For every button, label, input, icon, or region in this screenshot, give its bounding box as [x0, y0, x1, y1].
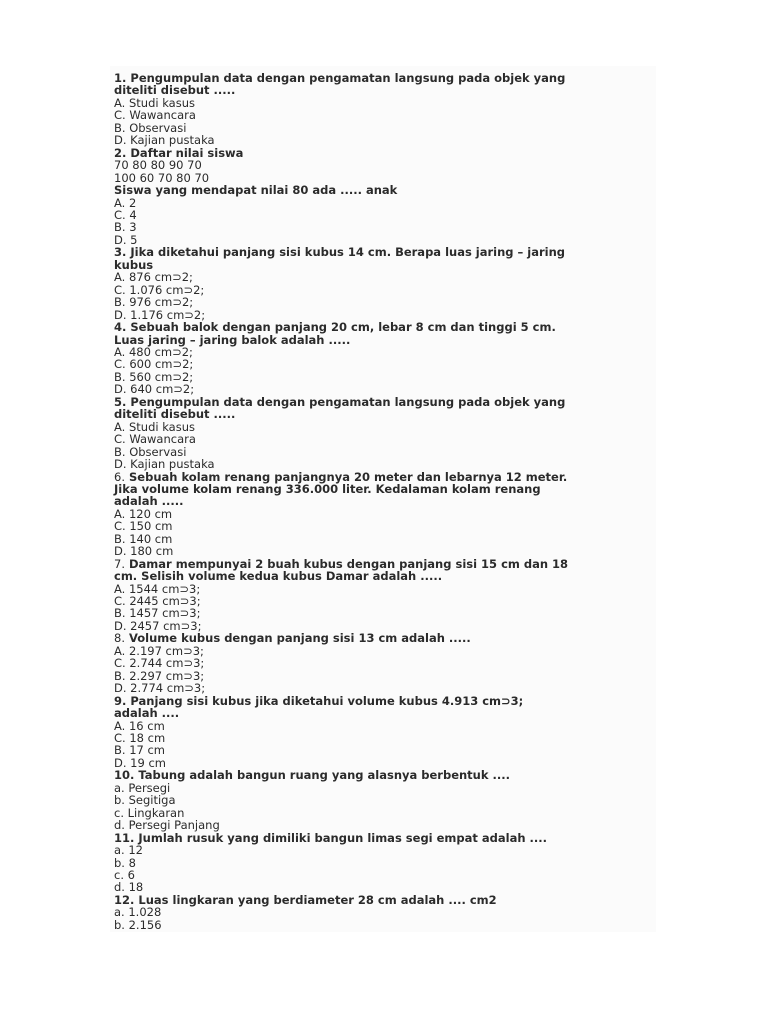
answer-option: C. 18 cm: [114, 731, 166, 746]
answer-option: c. Lingkaran: [114, 805, 185, 820]
answer-option: B. 140 cm: [114, 531, 173, 546]
answer-option: a. Persegi: [114, 780, 171, 795]
question-text: Jika diketahui panjang sisi kubus 14 cm. Berapa luas jaring – jaring: [130, 245, 566, 260]
answer-option: A. 2: [114, 195, 137, 210]
answer-option: A. Studi kasus: [114, 95, 195, 110]
question-text: Pengumpulan data dengan pengamatan langsung pada objek yang: [130, 394, 566, 409]
answer-option: C. 150 cm: [114, 519, 173, 534]
question-text: Siswa yang mendapat nilai 80 ada ..... anak: [114, 183, 398, 198]
question-continuation-line: [114, 483, 644, 495]
question-number: 6.: [114, 469, 125, 484]
answer-option: D. 640 cm⊃2;: [114, 382, 195, 397]
answer-option: D. Kajian pustaka: [114, 133, 215, 148]
answer-option: B. 17 cm: [114, 743, 166, 758]
question-number: 8.: [114, 631, 125, 646]
question-text: Luas lingkaran yang berdiameter 28 cm adalah .... cm2: [138, 892, 497, 907]
question-list: [114, 72, 644, 931]
answer-option: C. 2.744 cm⊃3;: [114, 656, 205, 671]
question-continuation-line: [114, 334, 644, 346]
question-text: Volume kubus dengan panjang sisi 13 cm adalah .....: [129, 631, 471, 646]
answer-option: D. Kajian pustaka: [114, 457, 215, 472]
answer-option: A. 120 cm: [114, 506, 173, 521]
question-text: diteliti disebut .....: [114, 407, 236, 422]
question-number: 12.: [114, 892, 135, 907]
answer-option: C. Wawancara: [114, 432, 196, 447]
answer-option: C. 4: [114, 207, 137, 222]
question-text: diteliti disebut .....: [114, 83, 236, 98]
question-text: adalah ....: [114, 706, 180, 721]
question-number: 11.: [114, 830, 135, 845]
question-continuation-line: [114, 570, 644, 582]
answer-option: A. 876 cm⊃2;: [114, 270, 193, 285]
question-text: Damar mempunyai 2 buah kubus dengan panjang sisi 15 cm dan 18: [129, 556, 569, 571]
answer-option: D. 19 cm: [114, 755, 166, 770]
answer-option: c. 6: [114, 868, 135, 882]
question-text: Jika volume kolam renang 336.000 liter. Kedalaman kolam renang: [114, 481, 541, 496]
question-line: [114, 894, 644, 906]
question-line: [114, 695, 644, 707]
answer-option: D. 2457 cm⊃3;: [114, 618, 202, 633]
question-text: Jumlah rusuk yang dimiliki bangun limas segi empat adalah ....: [138, 830, 548, 845]
answer-option: C. Wawancara: [114, 108, 196, 123]
question-line: [114, 632, 644, 644]
answer-option: 70 80 80 90 70: [114, 158, 202, 173]
answer-option: B. Observasi: [114, 120, 187, 135]
answer-option: b. Segitiga: [114, 793, 176, 808]
answer-option: B. 1457 cm⊃3;: [114, 606, 201, 621]
question-text: Daftar nilai siswa: [130, 145, 244, 160]
question-number: 3.: [114, 245, 127, 260]
answer-option: D. 1.176 cm⊃2;: [114, 307, 206, 322]
question-continuation-line: [114, 707, 644, 719]
question-text: Luas jaring – jaring balok adalah .....: [114, 332, 351, 347]
question-line: [114, 246, 644, 258]
answer-option: C. 600 cm⊃2;: [114, 357, 194, 372]
answer-option: a. 1.028: [114, 905, 162, 920]
question-line: [114, 832, 644, 844]
answer-option: B. 3: [114, 220, 137, 235]
answer-option: B. 560 cm⊃2;: [114, 369, 194, 384]
answer-option: b. 2.156: [114, 917, 162, 932]
answer-option: A. 2.197 cm⊃3;: [114, 643, 204, 658]
question-number: 4.: [114, 320, 127, 335]
answer-option: A. 1544 cm⊃3;: [114, 581, 201, 596]
question-line: [114, 769, 644, 781]
question-text: Sebuah balok dengan panjang 20 cm, lebar 8 cm dan tinggi 5 cm.: [130, 320, 556, 335]
question-text: Tabung adalah bangun ruang yang alasnya berbentuk ....: [138, 768, 510, 783]
answer-option: B. 976 cm⊃2;: [114, 295, 194, 310]
answer-option: a. 12: [114, 843, 143, 858]
question-number: 10.: [114, 768, 135, 783]
question-number: 7.: [114, 556, 125, 571]
answer-option: D. 2.774 cm⊃3;: [114, 681, 206, 696]
question-continuation-line: [114, 495, 644, 507]
answer-option: A. 16 cm: [114, 718, 165, 733]
answer-option: d. 18: [114, 880, 144, 895]
question-number: 9.: [114, 693, 127, 708]
answer-option: A. 480 cm⊃2;: [114, 344, 193, 359]
answer-option: D. 180 cm: [114, 544, 174, 559]
answer-option: b. 8: [114, 855, 136, 870]
question-number: 2.: [114, 145, 127, 160]
question-number: 1.: [114, 71, 127, 85]
answer-option: C. 2445 cm⊃3;: [114, 594, 201, 609]
answer-option: B. 2.297 cm⊃3;: [114, 668, 205, 683]
question-text: Sebuah kolam renang panjangnya 20 meter dan lebarnya 12 meter.: [129, 469, 568, 484]
answer-option: C. 1.076 cm⊃2;: [114, 282, 205, 297]
question-text: kubus: [114, 257, 154, 272]
answer-option: A. Studi kasus: [114, 419, 195, 434]
question-text: cm. Selisih volume kedua kubus Damar adalah .....: [114, 569, 443, 584]
question-number: 5.: [114, 394, 127, 409]
answer-option: d. Persegi Panjang: [114, 818, 220, 833]
answer-option: 100 60 70 80 70: [114, 170, 210, 185]
question-text: Panjang sisi kubus jika diketahui volume kubus 4.913 cm⊃3;: [130, 693, 524, 708]
answer-option: B. Observasi: [114, 444, 187, 459]
question-text: Pengumpulan data dengan pengamatan langsung pada objek yang: [130, 71, 566, 85]
question-continuation-line: [114, 184, 644, 196]
answer-option: D. 5: [114, 232, 138, 247]
question-continuation-line: [114, 259, 644, 271]
question-continuation-line: [114, 408, 644, 420]
question-text: adalah .....: [114, 494, 184, 509]
